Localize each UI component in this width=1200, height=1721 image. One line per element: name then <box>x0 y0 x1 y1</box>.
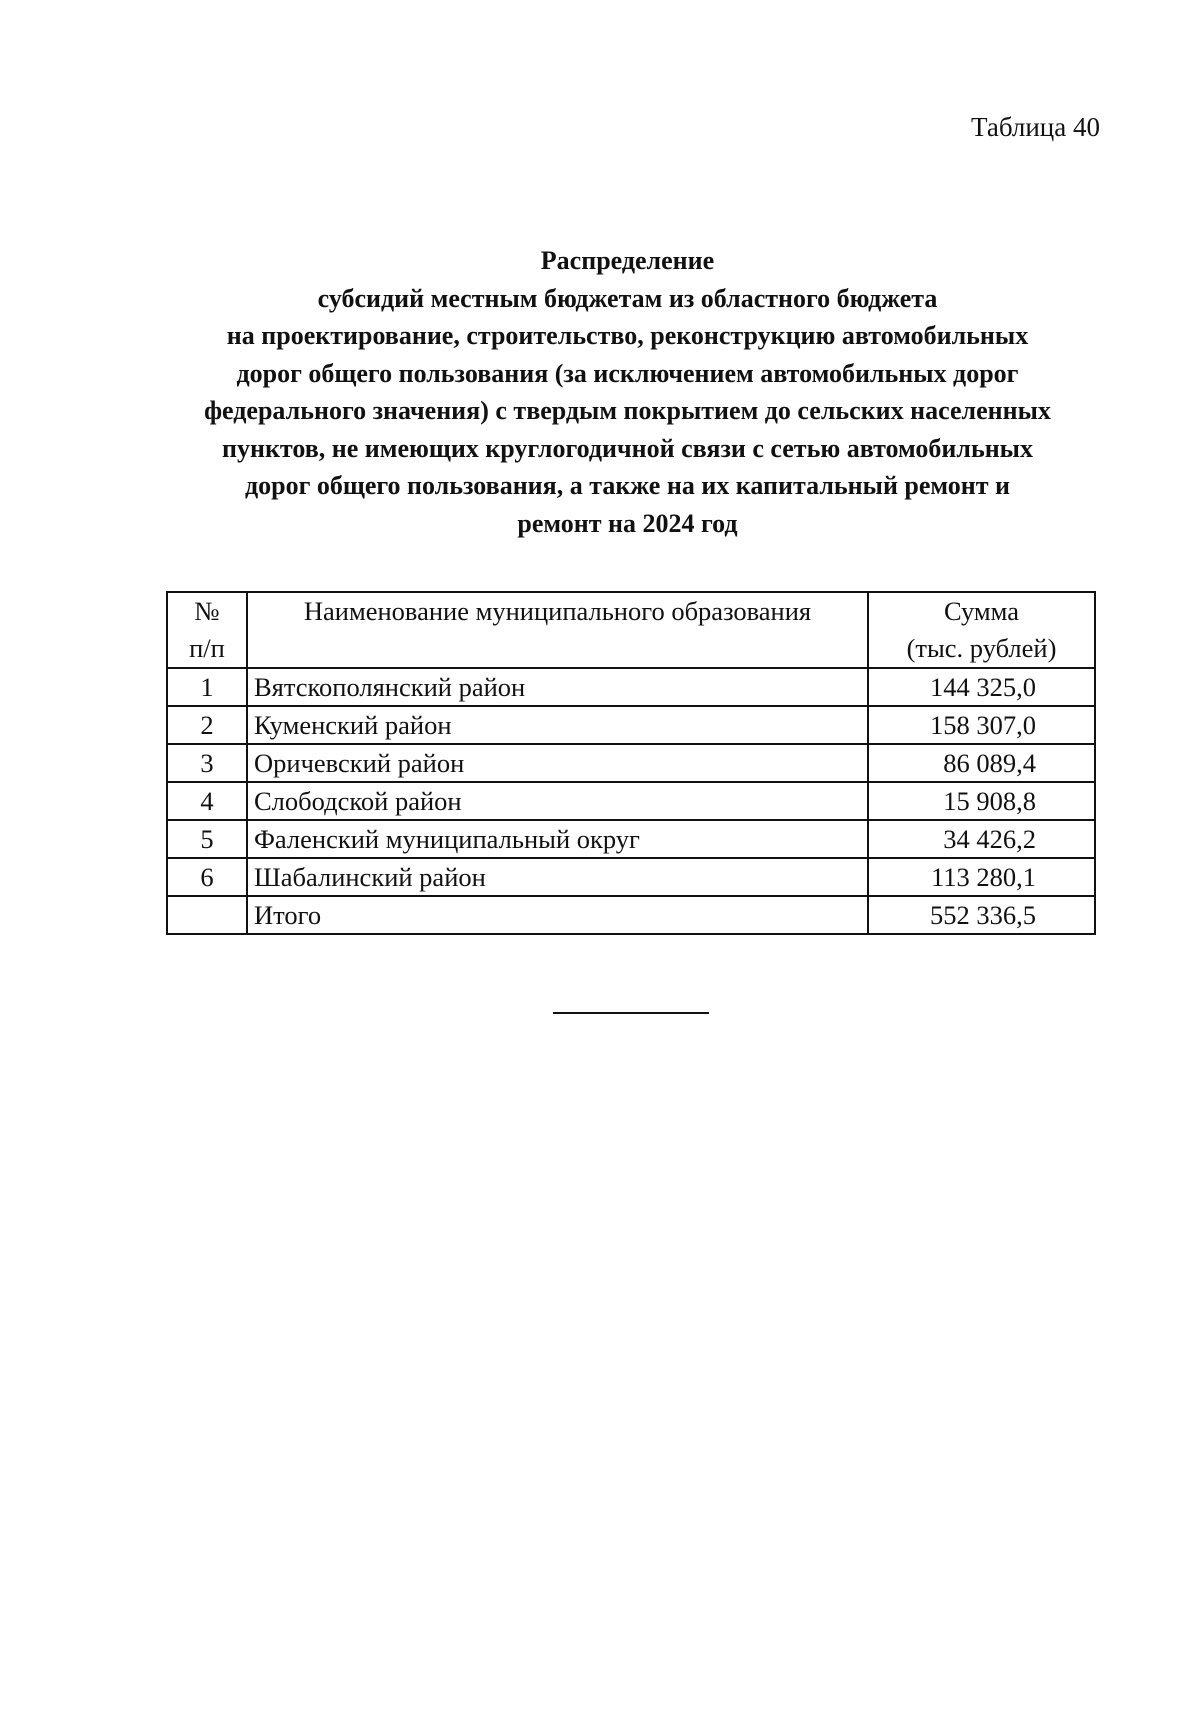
table-number-label: Таблица 40 <box>971 112 1100 142</box>
row-name: Слободской район <box>247 782 868 820</box>
row-name: Фаленский муниципальный округ <box>247 820 868 858</box>
header-sum-line1: Сумма <box>943 596 1020 626</box>
header-name <box>247 592 868 668</box>
table-total-row <box>167 896 1095 934</box>
row-name: Вятскополянский район <box>247 668 868 706</box>
title-line: субсидий местным бюджетам из областного бюджета <box>317 283 938 313</box>
header-number-line1: № <box>194 596 220 626</box>
row-sum: 158 307,0 <box>868 706 1095 744</box>
title-line: Распределение <box>540 246 715 275</box>
header-number-line2: п/п <box>189 633 225 663</box>
end-separator-line <box>553 1012 709 1014</box>
title-line: дорог общего пользования, а также на их капитальный ремонт и <box>244 471 1011 500</box>
header-name-text: Наименование муниципального образования <box>303 596 812 626</box>
row-number: 5 <box>167 820 247 858</box>
row-number: 6 <box>167 858 247 896</box>
table-row <box>167 858 1095 896</box>
row-sum: 144 325,0 <box>868 668 1095 706</box>
row-number: 4 <box>167 782 247 820</box>
table-row <box>167 782 1095 820</box>
header-sum-line2: (тыс. рублей) <box>906 633 1057 663</box>
total-label: Итого <box>247 896 868 934</box>
row-sum: 113 280,1 <box>868 858 1095 896</box>
table-row <box>167 668 1095 706</box>
header-number <box>167 592 247 668</box>
table-row <box>167 744 1095 782</box>
row-name: Куменский район <box>247 706 868 744</box>
title-line: на проектирование, строительство, реконструкцию автомобильных <box>226 321 1029 350</box>
row-number: 1 <box>167 668 247 706</box>
table-row <box>167 706 1095 744</box>
table-header-row <box>167 592 1095 668</box>
title-line: дорог общего пользования (за исключением автомобильных дорог <box>236 358 1019 388</box>
title-line: ремонт на 2024 год <box>517 508 738 538</box>
row-number: 3 <box>167 744 247 782</box>
title-line: пунктов, не имеющих круглогодичной связи с сетью автомобильных <box>221 433 1033 463</box>
header-sum <box>868 592 1095 668</box>
row-name: Шабалинский район <box>247 858 868 896</box>
row-sum: 86 089,4 <box>868 744 1095 782</box>
row-name: Оричевский район <box>247 744 868 782</box>
table-row <box>167 820 1095 858</box>
total-sum: 552 336,5 <box>868 896 1095 934</box>
row-sum: 15 908,8 <box>868 782 1095 820</box>
row-sum: 34 426,2 <box>868 820 1095 858</box>
document-title <box>160 242 1095 542</box>
title-line: федерального значения) с твердым покрытием до сельских населенных <box>204 396 1051 425</box>
subsidy-table <box>166 591 1096 935</box>
total-number <box>167 896 247 934</box>
row-number: 2 <box>167 706 247 744</box>
